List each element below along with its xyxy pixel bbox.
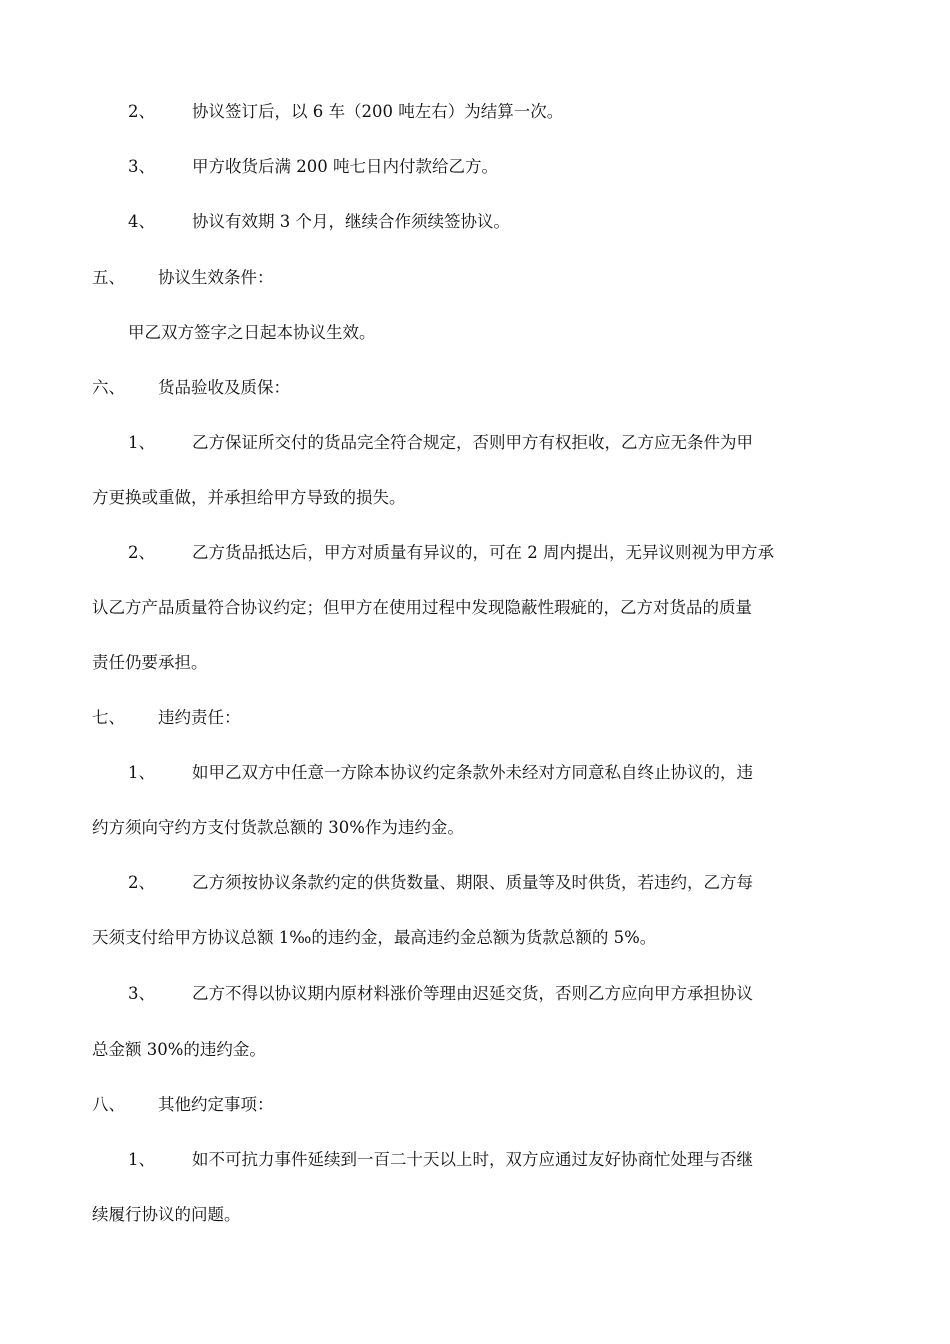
clause-number: 1、 [128, 1150, 155, 1169]
clause-text: 乙方货品抵达后，甲方对质量有异议的，可在 2 周内提出，无异议则视为甲方承 [192, 543, 774, 562]
clause-text: 总金额 30%的违约金。 [92, 1040, 266, 1059]
section-number: 六、 [92, 378, 125, 397]
clause-text: 如不可抗力事件延续到一百二十天以上时，双方应通过友好协商忙处理与否继 [192, 1150, 753, 1169]
clause-text: 乙方不得以协议期内原材料涨价等理由迟延交货，否则乙方应向甲方承担协议 [192, 984, 753, 1003]
clause-text: 乙方保证所交付的货品完全符合规定，否则甲方有权拒收，乙方应无条件为甲 [192, 433, 753, 452]
clause-text: 认乙方产品质量符合协议约定；但甲方在使用过程中发现隐蔽性瑕疵的，乙方对货品的质量 [92, 598, 752, 617]
section-body: 甲乙双方签字之日起本协议生效。 [128, 323, 376, 342]
clause-number: 3、 [128, 157, 155, 176]
section-title: 其他约定事项： [158, 1095, 274, 1114]
clause-number: 2、 [128, 102, 155, 121]
section-title: 违约责任： [158, 708, 241, 727]
section-number: 五、 [92, 268, 125, 287]
clause-text: 方更换或重做，并承担给甲方导致的损失。 [92, 488, 406, 507]
clause-text: 责任仍要承担。 [92, 653, 208, 672]
section-number: 八、 [92, 1095, 125, 1114]
clause-number: 2、 [128, 543, 155, 562]
clause-text: 天须支付给甲方协议总额 1‰的违约金，最高违约金总额为货款总额的 5%。 [92, 928, 657, 947]
clause-number: 1、 [128, 433, 155, 452]
section-title: 货品验收及质保： [158, 378, 290, 397]
clause-text: 协议有效期 3 个月，继续合作须续签协议。 [192, 212, 510, 231]
clause-text: 乙方须按协议条款约定的供货数量、期限、质量等及时供货，若违约，乙方每 [192, 873, 753, 892]
clause-text: 甲方收货后满 200 吨七日内付款给乙方。 [192, 157, 498, 176]
section-title: 协议生效条件： [158, 268, 274, 287]
clause-number: 3、 [128, 984, 155, 1003]
clause-text: 约方须向守约方支付货款总额的 30%作为违约金。 [92, 818, 464, 837]
clause-text: 续履行协议的问题。 [92, 1205, 241, 1224]
clause-number: 1、 [128, 763, 155, 782]
section-number: 七、 [92, 708, 125, 727]
clause-text: 协议签订后，以 6 车（200 吨左右）为结算一次。 [192, 102, 564, 121]
clause-number: 4、 [128, 212, 155, 231]
clause-text: 如甲乙双方中任意一方除本协议约定条款外未经对方同意私自终止协议的，违 [192, 763, 753, 782]
clause-number: 2、 [128, 873, 155, 892]
